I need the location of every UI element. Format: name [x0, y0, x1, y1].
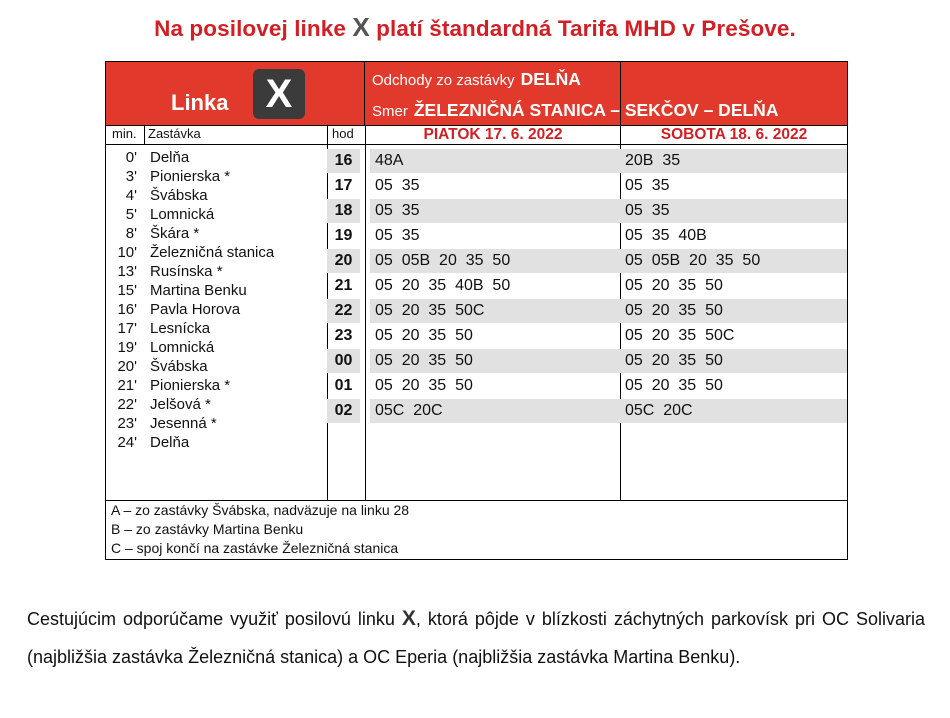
departure-grid: [106, 149, 847, 419]
stop-name: Švábska: [150, 358, 208, 375]
saturday-departures: 05 20 35 50: [625, 277, 723, 294]
hour-row: [327, 199, 847, 223]
paragraph-line-letter: X: [401, 607, 416, 630]
stop-minute: 4': [125, 187, 137, 204]
headline-text-before: Na posilovej linke: [154, 16, 353, 41]
footnote-a: A – zo zastávky Švábska, nadväzuje na linku 28: [111, 502, 410, 518]
direction-value: ŽELEZNIČNÁ STANICA – SEKČOV – DELŇA: [413, 100, 779, 120]
hour-row: [327, 399, 847, 423]
stop-minute: 19': [117, 339, 137, 356]
headline-line-letter: X: [352, 12, 370, 42]
footnote-c: C – spoj končí na zastávke Železničná stanica: [111, 540, 399, 556]
hour-row: [327, 224, 847, 248]
departures-label: Odchody zo zastávky: [372, 72, 515, 89]
stop-minute: 13': [117, 263, 137, 280]
stop-name: Pavla Horova: [150, 301, 241, 318]
hour-row: [327, 374, 847, 398]
hour-cell: 23: [334, 327, 353, 344]
hour-row: [327, 149, 847, 173]
saturday-departures: 05 20 35 50: [625, 377, 723, 394]
stop-minute: 24': [117, 434, 137, 451]
friday-departures: 05 20 35 50C: [370, 299, 620, 323]
stop-name: Škára *: [150, 225, 200, 242]
hour-row: [327, 349, 847, 373]
timetable: [105, 61, 848, 560]
hour-row: [327, 274, 847, 298]
friday-departures: 05 20 35 50: [370, 349, 620, 373]
paragraph-text-after: , ktorá pôjde v blízkosti záchytných parkovísk pri OC Solivaria (najbližšia zastávka Železničná stanica) a OC Eperia (najbližšia zastávka Martina Benku).: [27, 609, 925, 667]
hour-cell: 22: [327, 299, 360, 323]
divider: [106, 144, 847, 145]
stop-name: Lesnícka: [150, 320, 211, 337]
stop-name: Švábska: [150, 187, 208, 204]
hour-cell: 02: [327, 399, 360, 423]
hour-row: [327, 249, 847, 273]
stop-minute: 16': [117, 301, 137, 318]
saturday-departures: 05 35: [625, 177, 670, 194]
hour-cell: 19: [334, 227, 353, 244]
stop-name: Delňa: [150, 434, 190, 451]
friday-departures: 48A: [370, 149, 620, 173]
hour-cell: 21: [334, 277, 353, 294]
friday-departures: 05 35: [375, 227, 420, 244]
friday-departures: 05 05B 20 35 50: [370, 249, 620, 273]
stop-name: Jelšová *: [150, 396, 211, 413]
stop-name: Lomnická: [150, 339, 215, 356]
stop-minute: 23': [117, 415, 137, 432]
column-header-saturday: SOBOTA 18. 6. 2022: [660, 126, 808, 143]
saturday-departures: 20B 35: [620, 149, 847, 173]
departures-stop: DELŇA: [520, 69, 581, 89]
stop-name: Jesenná *: [150, 415, 217, 432]
saturday-departures: 05 20 35 50: [620, 349, 847, 373]
stop-name: Delňa: [150, 149, 190, 166]
hour-row: [327, 299, 847, 323]
line-badge: X: [253, 69, 305, 119]
hour-row: [327, 174, 847, 198]
saturday-departures: 05 35: [620, 199, 847, 223]
headline-text-after: platí štandardná Tarifa MHD v Prešove.: [369, 16, 796, 41]
stop-name: Pionierska *: [150, 377, 231, 394]
stop-minute: 5': [125, 206, 137, 223]
linka-label: Linka: [171, 90, 229, 115]
hour-cell: 17: [334, 177, 353, 194]
hour-cell: 20: [327, 249, 360, 273]
paragraph-text-before: Cestujúcim odporúčame využiť posilovú linku: [27, 609, 402, 629]
hour-cell: 01: [334, 377, 353, 394]
direction-label: Smer: [372, 103, 408, 120]
column-header-hour: hod: [332, 126, 354, 141]
friday-departures: 05 35: [370, 199, 620, 223]
friday-departures: 05 20 35 50: [375, 327, 473, 344]
direction-line: [372, 100, 778, 121]
column-header-friday: PIATOK 17. 6. 2022: [423, 126, 563, 143]
footnote-b: B – zo zastávky Martina Benku: [111, 521, 304, 537]
saturday-departures: 05 20 35 50C: [625, 327, 735, 344]
stop-minute: 3': [125, 168, 137, 185]
hour-cell: 18: [327, 199, 360, 223]
divider: [144, 125, 145, 144]
timetable-header: [106, 62, 847, 126]
page-headline: [0, 12, 950, 43]
stop-minute: 8': [125, 225, 137, 242]
hour-cell: 00: [327, 349, 360, 373]
friday-departures: 05 35: [375, 177, 420, 194]
footnotes: [111, 501, 409, 558]
hour-row: [327, 324, 847, 348]
stop-name: Rusínska *: [150, 263, 223, 280]
hour-cell: 16: [327, 149, 360, 173]
column-header-min: min.: [112, 126, 137, 141]
departures-line: [372, 69, 581, 90]
stop-minute: 10': [117, 244, 137, 261]
stop-minute: 17': [117, 320, 137, 337]
friday-departures: 05C 20C: [370, 399, 620, 423]
stop-minute: 20': [117, 358, 137, 375]
stop-name: Martina Benku: [150, 282, 247, 299]
saturday-departures: 05 05B 20 35 50: [620, 249, 847, 273]
stop-minute: 15': [117, 282, 137, 299]
saturday-departures: 05C 20C: [620, 399, 847, 423]
stop-name: Lomnická: [150, 206, 215, 223]
stop-minute: 22': [117, 396, 137, 413]
friday-departures: 05 20 35 40B 50: [375, 277, 511, 294]
column-header-stop: Zastávka: [148, 126, 201, 141]
stop-name: Pionierska *: [150, 168, 231, 185]
saturday-departures: 05 20 35 50: [620, 299, 847, 323]
stop-minute: 21': [117, 377, 137, 394]
line-badge-area: [106, 62, 365, 125]
saturday-departures: 05 35 40B: [625, 227, 707, 244]
stop-name: Železničná stanica: [150, 244, 275, 261]
friday-departures: 05 20 35 50: [375, 377, 473, 394]
recommendation-paragraph: [27, 600, 925, 676]
stop-minute: 0': [125, 149, 137, 166]
